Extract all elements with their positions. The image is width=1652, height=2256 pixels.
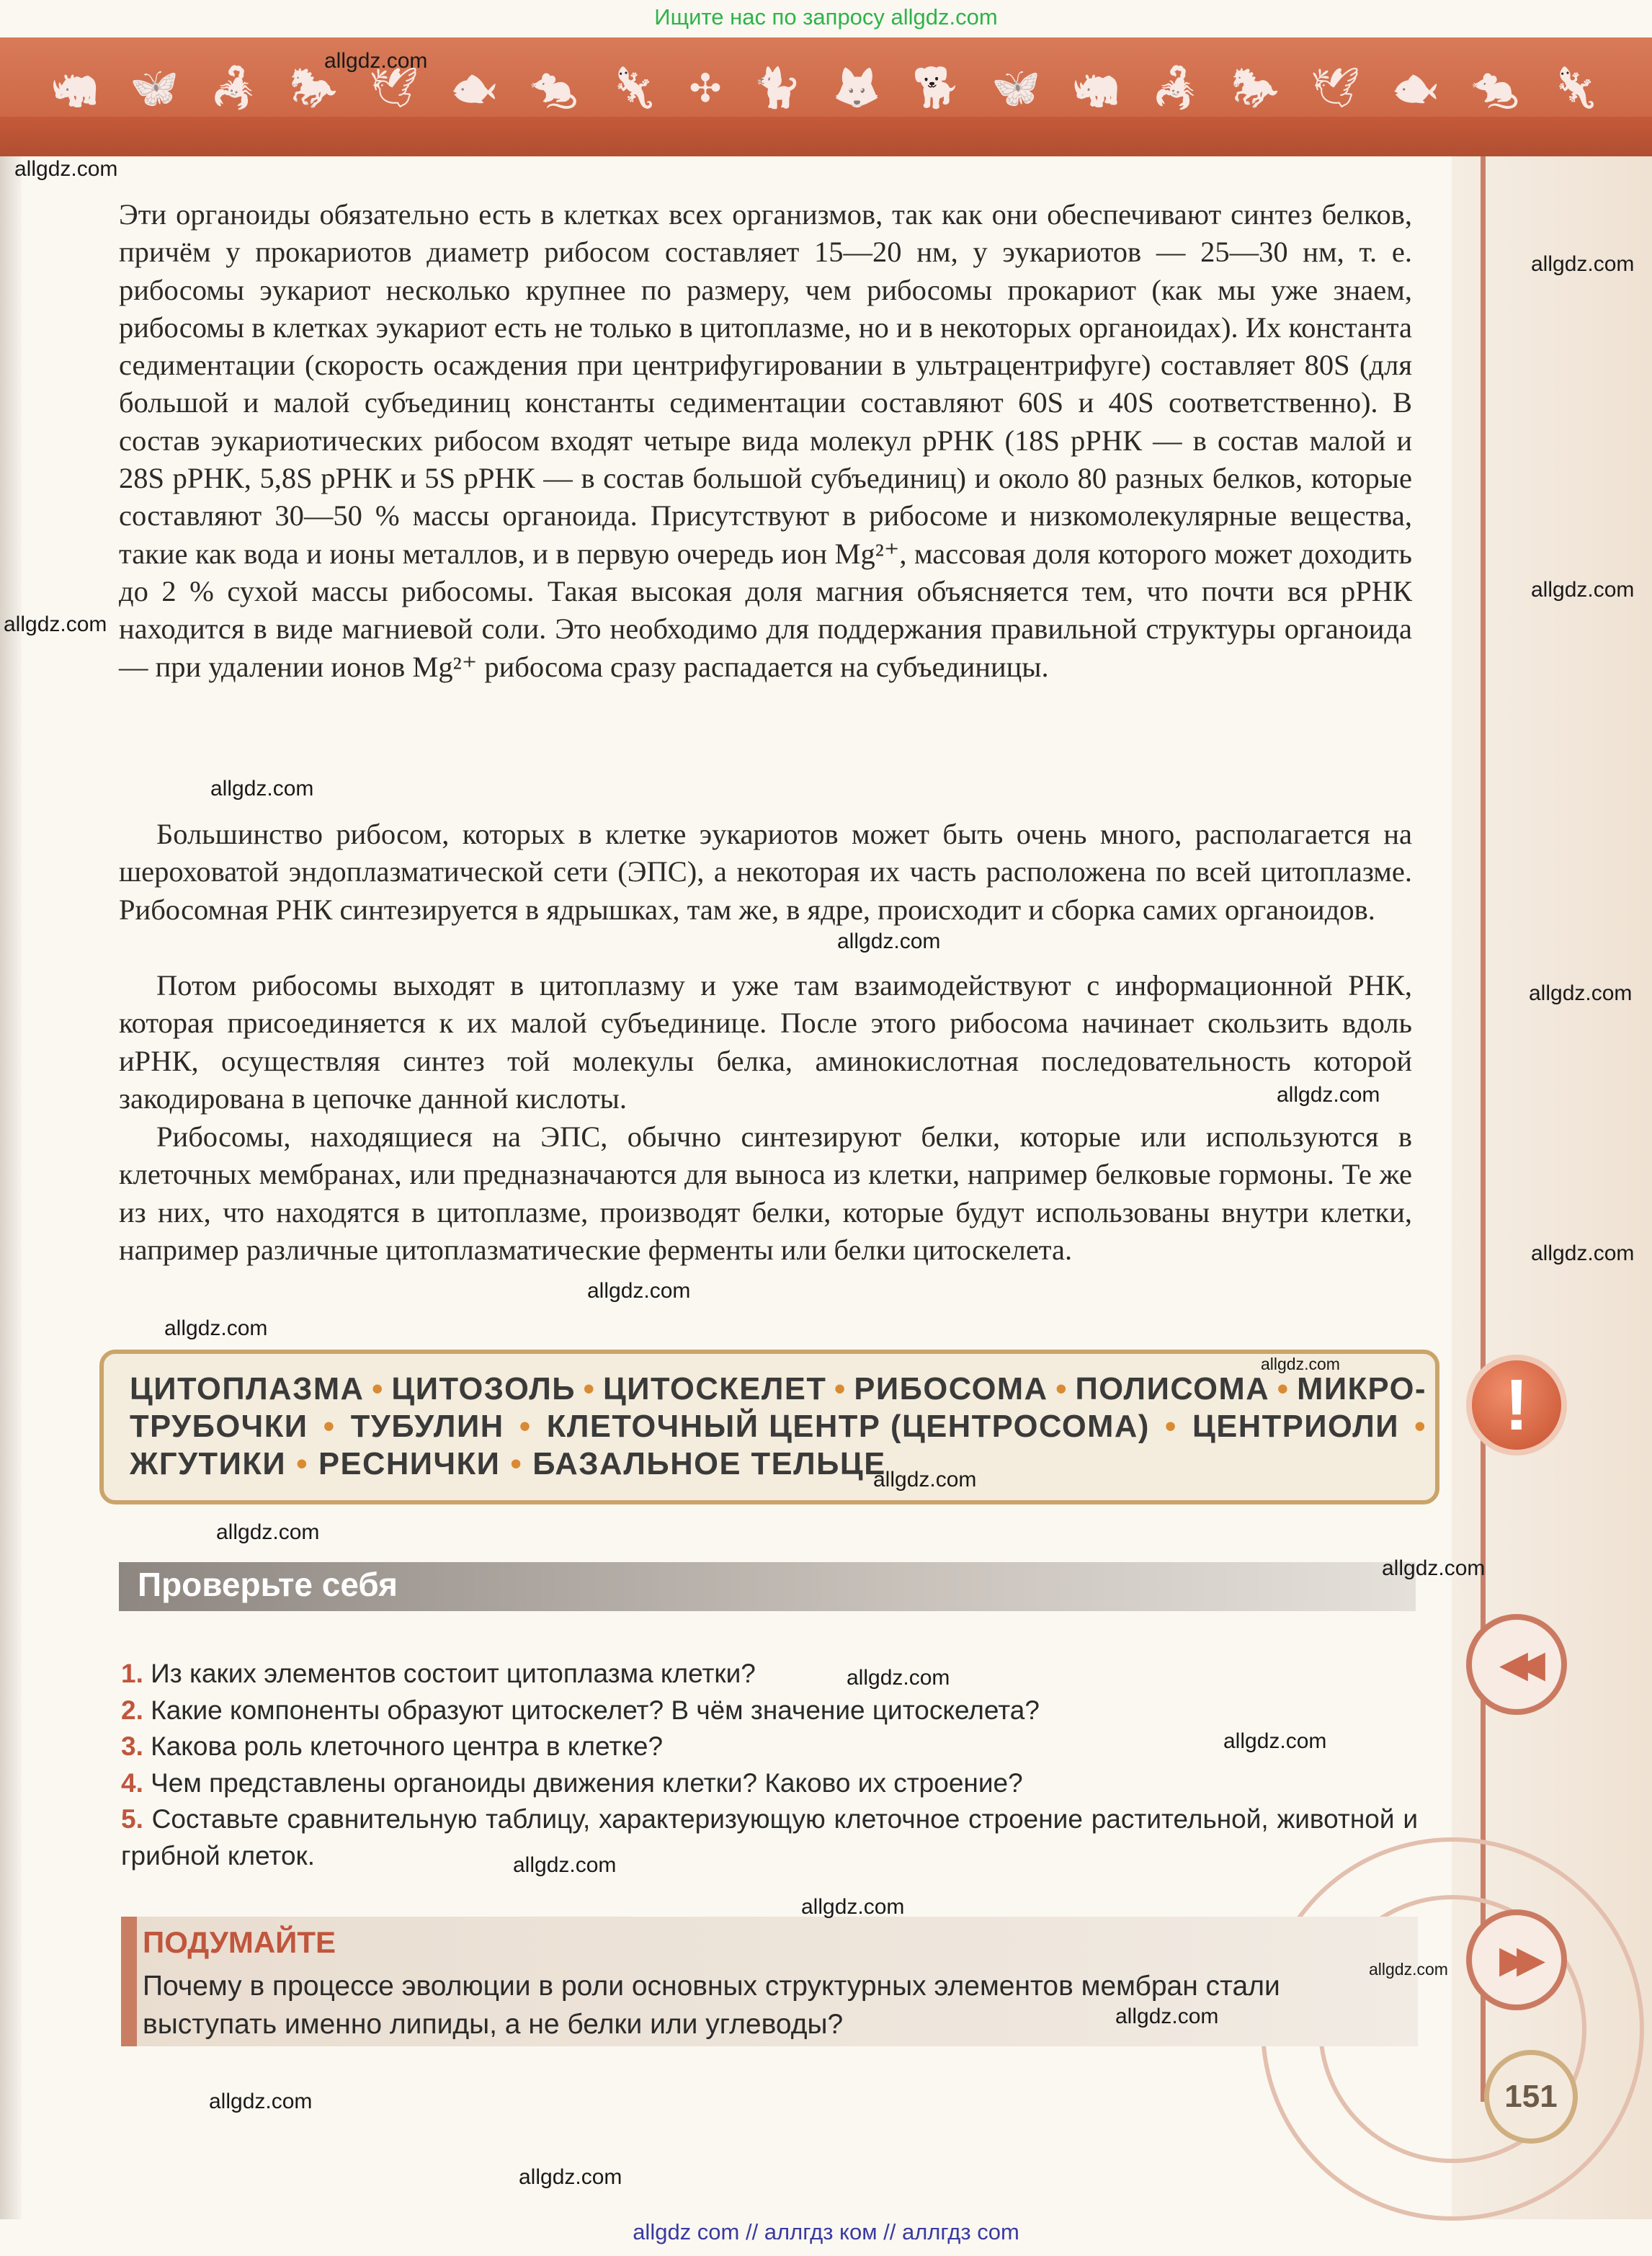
watermark: allgdz.com <box>1115 2005 1219 2028</box>
key-term: РЕСНИЧКИ <box>318 1447 501 1481</box>
rewind-icon: ◀◀ <box>1499 1643 1534 1686</box>
question-number: 4. <box>121 1767 151 1798</box>
term-separator-dot: • <box>1055 1372 1068 1406</box>
lizard-icon: 🦎 <box>609 66 658 110</box>
page-number: 151 <box>1504 2079 1558 2114</box>
watermark: allgdz.com <box>324 49 428 73</box>
watermark: allgdz.com <box>1529 981 1633 1005</box>
think-box-accent-bar <box>121 1917 137 2046</box>
banner-strip <box>0 117 1652 156</box>
watermark: allgdz.com <box>210 777 314 801</box>
body-paragraph: Рибосомы, находящиеся на ЭПС, обычно синтезируют белки, которые или используются в клеточных мембранах, или предназначаются для выноса из клетки, например белковые гормоны. Те же из них, что находятся в цитоплазме, производят белки, которые будут использованы внутри клетки, например различные цитоплазматические ферменты или белки цитоскелета. <box>119 1120 1412 1266</box>
question-item <box>121 1765 1418 1802</box>
watermark: allgdz.com <box>873 1468 977 1492</box>
question-text: Составьте сравнительную таблицу, характеризующую клеточное строение растительной, животной и грибной клеток. <box>121 1804 1419 1871</box>
think-question: Почему в процессе эволюции в роли основных структурных элементов мембран стали выступать именно липиды, а не белки или углеводы? <box>143 1971 1280 2040</box>
watermark: allgdz.com <box>216 1520 320 1544</box>
key-term: ЦИТОЗОЛЬ <box>391 1372 576 1406</box>
watermark: allgdz.com <box>14 157 118 181</box>
watermark: allgdz.com <box>837 929 941 953</box>
prev-section-button[interactable] <box>1466 1614 1567 1715</box>
next-section-button[interactable] <box>1466 1909 1567 2010</box>
horse-icon: 🐎 <box>1231 66 1280 110</box>
watermark: allgdz.com <box>1382 1556 1486 1580</box>
scorpion-icon: 🦂 <box>210 66 259 110</box>
term-separator-dot: • <box>583 1372 596 1406</box>
check-yourself-header <box>119 1562 1416 1611</box>
key-terms-line <box>130 1445 1426 1483</box>
bird-icon: 🕊 <box>369 66 419 110</box>
body-paragraph: Потом рибосомы выходят в цитоплазму и уже там взаимодействуют с информационной РНК, которая присоединяется к их малой субъединице. После этого рибосома начинает скользить вдоль иРНК, осуществляя синтез той молекулы белка, аминокислотная последовательность которой закодирована в цепочке данной кислоты. <box>119 969 1412 1115</box>
watermark: allgdz.com <box>209 2090 313 2113</box>
question-item <box>121 1801 1418 1874</box>
key-term: КЛЕТОЧНЫЙ ЦЕНТР (ЦЕНТРОСОМА) <box>546 1409 1150 1444</box>
key-terms-line <box>130 1370 1426 1408</box>
key-term: ЦИТОПЛАЗМА <box>130 1372 365 1406</box>
question-text: Чем представлены органоиды движения клетки? Каково их строение? <box>151 1767 1023 1798</box>
question-list <box>121 1656 1418 1874</box>
question-item <box>121 1693 1418 1729</box>
rat-icon: 🐀 <box>1470 66 1520 110</box>
lizard-icon: 🦎 <box>1550 66 1599 110</box>
key-terms-line <box>130 1408 1426 1445</box>
watermark: allgdz.com <box>587 1279 691 1303</box>
key-term: ПОЛИСОМА <box>1075 1372 1270 1406</box>
question-number: 3. <box>121 1731 151 1761</box>
rhino-icon: 🦏 <box>1071 66 1120 110</box>
watermark: allgdz.com <box>513 1853 617 1877</box>
bird-icon: 🕊 <box>1311 66 1360 110</box>
cat-icon: 🐈 <box>752 66 802 110</box>
watermark: allgdz.com <box>1369 1960 1448 1979</box>
watermark: allgdz.com <box>801 1895 905 1919</box>
question-text: Какие компоненты образуют цитоскелет? В чём значение цитоскелета? <box>151 1695 1040 1725</box>
term-separator-dot: • <box>296 1447 308 1481</box>
term-separator-dot: • <box>510 1447 523 1481</box>
body-paragraph: Эти органоиды обязательно есть в клетках всех организмов, так как они обеспечивают синтез белков, причём у прокариотов диаметр рибосом составляет 15—20 нм, у эукариотов — 25—30 нм, т. е. рибосомы эукариот несколько крупнее по размеру, чем рибосомы прокариот (как мы уже знаем, рибосомы в клетках эукариот есть не только в цитоплазме, но и в некоторых органоидах). Их константа седиментации (скорость осаждения при центрифугировании в ультрацентрифуге) составляет 80S (для большой и малой субъединиц константы седиментации составляют 60S и 40S соответственно). В состав эукариотических рибосом входят четыре вида молекул рРНК (18S рРНК — в состав малой и 28S рРНК, 5,8S рРНК и 5S рРНК — в состав большой субъединиц) и около 80 разных белков, которые составляют 30—50 % массы органоида. Присутствуют в рибосоме и низкомолекулярные вещества, такие как вода и ионы металлов, и в первую очередь ион Mg²⁺, массовая доля которого может доходить до 2 % сухой массы рибосомы. Такая высокая доля магния объясняется тем, что почти вся рРНК находится в виде магниевой соли. Это необходимо для поддержания правильной структуры органоида — при удалении ионов Mg²⁺ рибосома сразу распадается на субъединицы. <box>119 198 1412 683</box>
fish-icon: 🐟 <box>1391 66 1440 110</box>
key-term: МИКРО- <box>1297 1372 1426 1406</box>
think-title: ПОДУМАЙТЕ <box>143 1925 336 1959</box>
term-separator-dot: • <box>1165 1409 1177 1444</box>
term-separator-dot: • <box>834 1372 847 1406</box>
watermark: allgdz.com <box>1261 1355 1340 1373</box>
body-paragraph: Большинство рибосом, которых в клетке эукариотов может быть очень много, располагается на шероховатой эндоплазматической сети (ЭПС), а некоторая их часть расположена по всей цитоплазме. Рибосомная РНК синтезируется в ядрышках, там же, в ядре, происходит и сборка самих органоидов. <box>119 818 1412 926</box>
key-terms-list <box>130 1370 1426 1483</box>
fox-icon: 🦊 <box>832 66 881 110</box>
key-term: ЦЕНТРИОЛИ <box>1192 1409 1400 1444</box>
butterfly-icon: 🦋 <box>130 66 179 110</box>
question-number: 1. <box>121 1659 151 1688</box>
rhino-icon: 🦏 <box>50 66 99 110</box>
question-text: Из каких элементов состоит цитоплазма клетки? <box>151 1659 756 1688</box>
rat-icon: 🐀 <box>530 66 579 110</box>
horse-icon: 🐎 <box>289 66 339 110</box>
page-gutter-shadow <box>0 156 22 2219</box>
term-separator-dot: • <box>372 1372 384 1406</box>
check-yourself-title: Проверьте себя <box>138 1566 398 1603</box>
bottom-watermark: allgdz com // аллгдз ком // аллгдз com <box>633 2219 1019 2244</box>
key-term: ЦИТОСКЕЛЕТ <box>602 1372 827 1406</box>
question-number: 2. <box>121 1695 151 1725</box>
important-icon: ! <box>1466 1355 1567 1455</box>
watermark: allgdz.com <box>4 612 107 636</box>
key-term: РИБОСОМА <box>854 1372 1048 1406</box>
question-number: 5. <box>121 1804 152 1834</box>
dragonfly-icon: ✣ <box>689 66 722 110</box>
term-separator-dot: • <box>519 1409 532 1444</box>
watermark: allgdz.com <box>519 2165 622 2189</box>
key-term: БАЗАЛЬНОЕ ТЕЛЬЦЕ <box>532 1447 886 1481</box>
question-text: Какова роль клеточного центра в клетке? <box>151 1731 664 1761</box>
right-margin-line <box>1481 156 1486 2102</box>
watermark: allgdz.com <box>1531 1241 1635 1265</box>
term-separator-dot: • <box>1277 1372 1290 1406</box>
key-term: ТУБУЛИН <box>350 1409 504 1444</box>
watermark: allgdz.com <box>1277 1083 1380 1107</box>
term-separator-dot: • <box>323 1409 336 1444</box>
fish-icon: 🐟 <box>450 66 499 110</box>
key-term: ТРУБОЧКИ <box>130 1409 308 1444</box>
dog-icon: 🐕 <box>912 66 961 110</box>
scorpion-icon: 🦂 <box>1151 66 1200 110</box>
page-number-badge <box>1484 2050 1578 2144</box>
butterfly-icon: 🦋 <box>991 66 1041 110</box>
top-watermark: Ищите нас по запросу allgdz.com <box>654 4 998 30</box>
watermark: allgdz.com <box>1531 578 1635 602</box>
fast-forward-icon: ▶▶ <box>1499 1938 1534 1981</box>
watermark: allgdz.com <box>847 1666 950 1690</box>
watermark: allgdz.com <box>1531 252 1635 276</box>
watermark: allgdz.com <box>164 1316 268 1340</box>
animal-silhouettes-row <box>50 66 1599 110</box>
key-term: ЖГУТИКИ <box>130 1447 287 1481</box>
term-separator-dot: • <box>1414 1409 1426 1444</box>
watermark: allgdz.com <box>1223 1729 1327 1753</box>
question-item <box>121 1656 1418 1693</box>
